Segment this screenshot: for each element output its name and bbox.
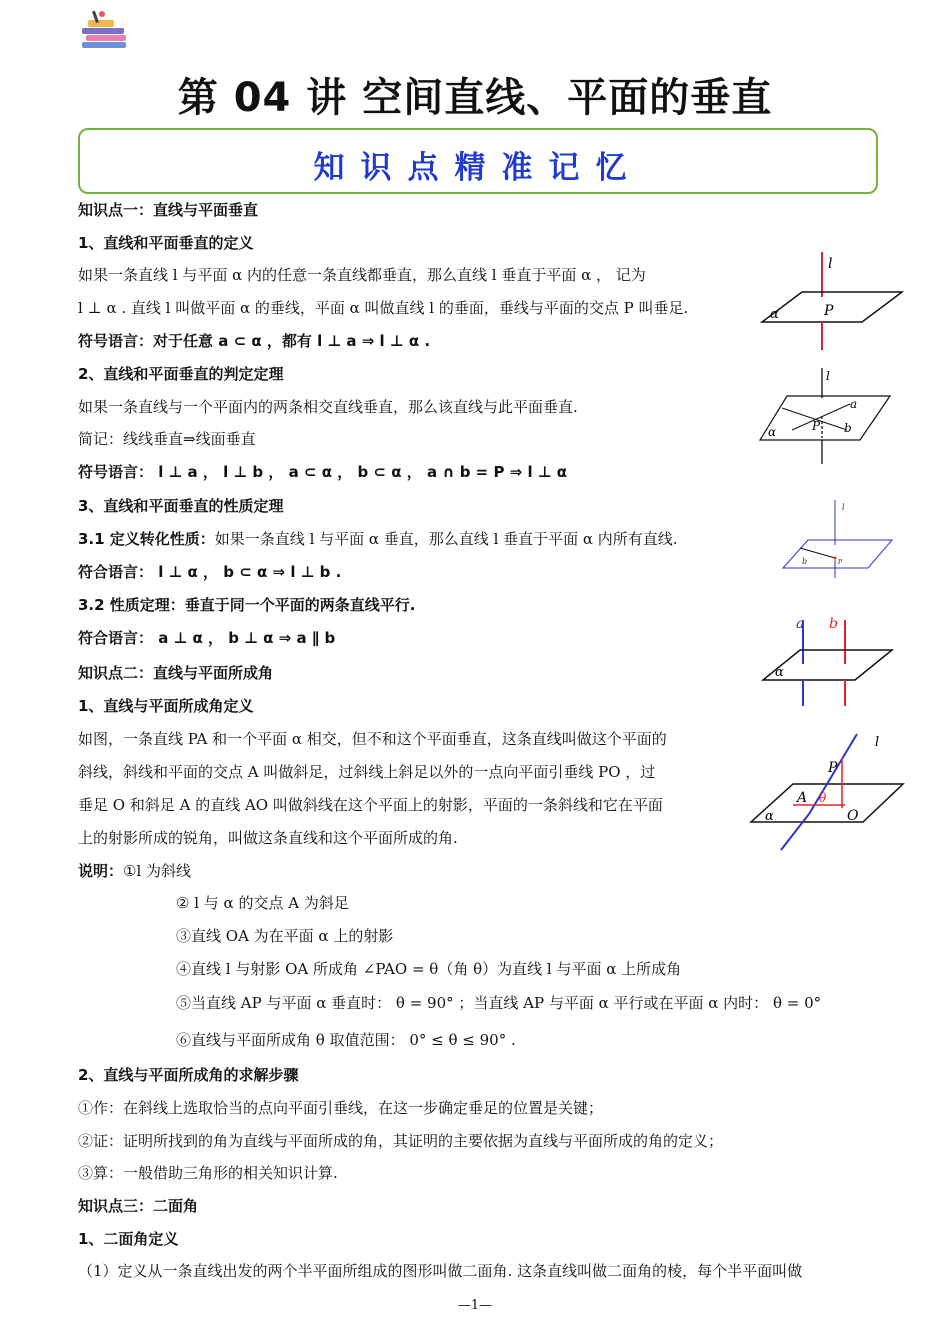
heading-property: 3、直线和平面垂直的性质定理 [78,497,284,515]
fig5-label-A: A [797,790,808,806]
paragraph-line: 如果一条直线与一个平面内的两条相交直线垂直，那么该直线与此平面垂直. [78,398,578,416]
heading-angle-definition: 1、直线与平面所成角定义 [78,697,254,715]
note-item-2: ② l 与 α 的交点 A 为斜足 [176,894,349,912]
figure-line-perpendicular-plane [752,250,912,352]
heading-definition: 1、直线和平面垂直的定义 [78,234,254,252]
paragraph-line [78,529,678,549]
fig4-label-alpha: α [775,665,784,680]
fig4-label-b: b [829,616,838,632]
figure-line-plane-angle [745,732,905,852]
fig5-label-theta: θ [819,791,827,805]
step-line: ②证：证明所找到的角为直线与平面所成的角，其证明的主要依据为直线与平面所成的角的定义； [78,1132,724,1150]
note-item-4: ④直线 l 与射影 OA 所成角 ∠PAO = θ（角 θ）为直线 l 与平面 α 上所成角 [176,960,682,978]
books-logo-icon [80,8,130,50]
step-line: ③算：一般借助三角形的相关知识计算. [78,1164,338,1182]
banner-text: 知识点精准记忆 [313,150,643,186]
heading-point-2: 知识点二：直线与平面所成角 [78,664,274,682]
fig3-label-P: P [838,559,843,566]
figure-perpendicular-criterion [752,368,892,464]
page-number: —1— [457,1298,493,1313]
fig2-label-b: b [844,421,852,435]
heading-criterion: 2、直线和平面垂直的判定定理 [78,365,284,383]
label-3-1: 3.1 定义转化性质： [78,530,215,548]
fig2-label-P: P [812,419,821,433]
heading-point-1: 知识点一：直线与平面垂直 [78,201,259,219]
paragraph-line: l ⊥ α . 直线 l 叫做平面 α 的垂线，平面 α 叫做直线 l 的垂面，垂线与平面的交点 P 叫垂足. [78,299,689,317]
fig1-label-P: P [824,303,834,319]
note-label: 说明： [78,862,124,880]
fig2-label-a: a [850,397,858,411]
heading-dihedral-definition: 1、二面角定义 [78,1230,179,1248]
fig5-label-P: P [828,760,838,776]
symbol-language: 符号语言： l ⊥ a ， l ⊥ b ， a ⊂ α ， b ⊂ α ， a ∩ b = P ⇒ l ⊥ α [78,463,568,481]
note-item-5: ⑤当直线 AP 与平面 α 垂直时： θ = 90° ；当直线 AP 与平面 α 平行或在平面 α 内时： θ = 0° [176,994,822,1012]
fig1-label-l: l [828,256,833,272]
page-title: 第 04 讲 空间直线、平面的垂直 [177,75,773,121]
paragraph-line: 斜线，斜线和平面的交点 A 叫做斜足，过斜线上斜足以外的一点向平面引垂线 PO ，过 [78,763,656,781]
paragraph-line: 如果一条直线 l 与平面 α 内的任意一条直线都垂直，那么直线 l 垂直于平面 α ， 记为 [78,266,646,284]
paragraph-line: 上的射影所成的锐角，叫做这条直线和这个平面所成的角. [78,829,458,847]
fig3-label-b: b [802,557,808,566]
symbol-language: 符合语言： a ⊥ α ， b ⊥ α ⇒ a ∥ b [78,629,336,647]
symbol-language: 符号语言：对于任意 a ⊂ α ，都有 l ⊥ a ⇒ l ⊥ α . [78,332,431,350]
text-3-1: 如果一条直线 l 与平面 α 垂直，那么直线 l 垂直于平面 α 内所有直线. [214,530,678,548]
figure-parallel-perpendiculars [755,612,895,708]
fig2-label-alpha: α [768,425,777,439]
note-item-6: ⑥直线与平面所成角 θ 取值范围： 0° ≤ θ ≤ 90° . [176,1031,516,1049]
heading-steps: 2、直线与平面所成角的求解步骤 [78,1066,299,1084]
property-theorem: 3.2 性质定理：垂直于同一个平面的两条直线平行. [78,596,416,614]
note-item-3: ③直线 OA 为在平面 α 上的射影 [176,927,394,945]
section-banner [78,128,878,194]
fig5-label-O: O [847,808,859,824]
note-item-1: ①l 为斜线 [123,862,192,880]
heading-point-3: 知识点三：二面角 [78,1197,199,1215]
fig4-label-a: a [796,616,805,632]
fig3-label-l: l [842,503,845,512]
paragraph-line: 如图，一条直线 PA 和一个平面 α 相交，但不和这个平面垂直，这条直线叫做这个平面的 [78,730,667,748]
note-line [78,861,191,881]
paragraph-line: （1）定义从一条直线出发的两个半平面所组成的图形叫做二面角. 这条直线叫做二面角的棱，每个半平面叫做 [78,1262,803,1280]
paragraph-line: 简记：线线垂直⇒线面垂直 [78,430,256,448]
paragraph-line: 垂足 O 和斜足 A 的直线 AO 叫做斜线在这个平面上的射影，平面的一条斜线和它在平面 [78,796,663,814]
step-line: ①作：在斜线上选取恰当的点向平面引垂线，在这一步确定垂足的位置是关键； [78,1099,604,1117]
fig5-label-l: l [875,735,880,750]
fig5-label-alpha: α [765,809,774,824]
symbol-language: 符合语言： l ⊥ α ， b ⊂ α ⇒ l ⊥ b . [78,563,342,581]
fig1-label-alpha: α [770,307,779,322]
figure-property-lines [780,500,895,580]
fig2-label-l: l [826,369,830,383]
